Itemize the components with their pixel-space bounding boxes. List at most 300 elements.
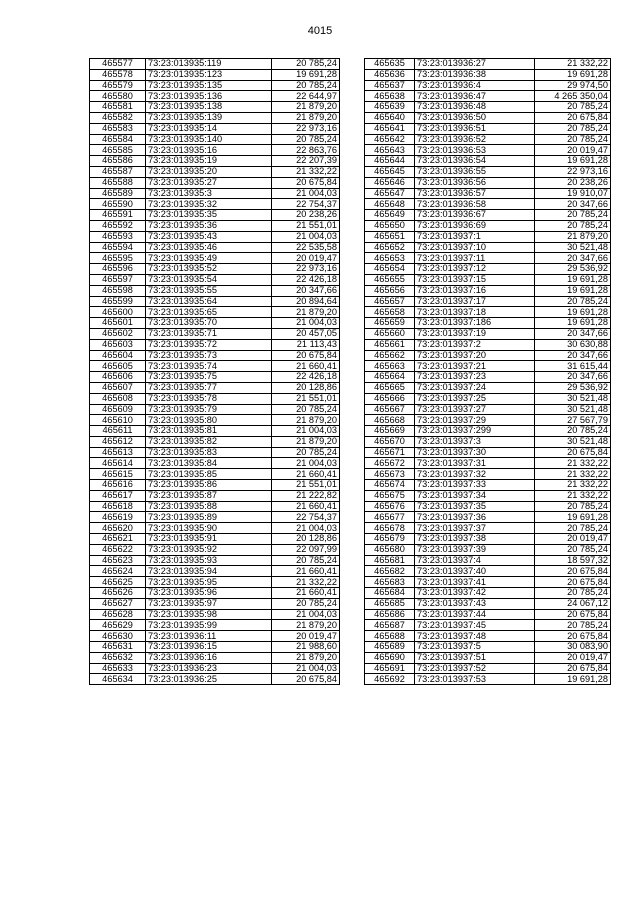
table-row [90,447,340,458]
table-row [365,566,611,577]
value-cell: 21 004,03 [272,426,340,437]
table-row [90,318,340,329]
record-number-cell: 465612 [90,436,146,447]
record-number-cell: 465685 [365,598,415,609]
table-row [365,588,611,599]
cadastral-number-cell: 73:23:013935:89 [146,512,272,523]
record-number-cell: 465681 [365,555,415,566]
value-cell: 21 879,20 [535,231,611,242]
table-row [90,652,340,663]
cadastral-number-cell: 73:23:013935:97 [146,598,272,609]
cadastral-number-cell: 73:23:013937:1 [415,231,535,242]
record-number-cell: 465647 [365,188,415,199]
value-cell: 21 879,20 [272,415,340,426]
value-cell: 20 785,24 [535,134,611,145]
record-number-cell: 465594 [90,242,146,253]
record-number-cell: 465578 [90,69,146,80]
record-number-cell: 465659 [365,318,415,329]
cadastral-number-cell: 73:23:013936:69 [415,220,535,231]
value-cell: 21 004,03 [272,188,340,199]
value-cell: 29 536,92 [535,382,611,393]
record-number-cell: 465605 [90,361,146,372]
record-number-cell: 465644 [365,156,415,167]
cadastral-number-cell: 73:23:013935:79 [146,404,272,415]
table-row [90,426,340,437]
value-cell: 24 067,12 [535,598,611,609]
cadastral-number-cell: 73:23:013935:20 [146,166,272,177]
record-number-cell: 465603 [90,339,146,350]
cadastral-number-cell: 73:23:013935:70 [146,318,272,329]
cadastral-number-cell: 73:23:013937:33 [415,480,535,491]
table-row [365,501,611,512]
record-number-cell: 465668 [365,415,415,426]
value-cell: 20 785,24 [535,523,611,534]
value-cell: 21 660,41 [272,361,340,372]
record-number-cell: 465638 [365,91,415,102]
table-row [90,501,340,512]
cadastral-number-cell: 73:23:013937:36 [415,512,535,523]
value-cell: 21 004,03 [272,523,340,534]
table-row [90,577,340,588]
cadastral-number-cell: 73:23:013936:67 [415,210,535,221]
table-row [90,328,340,339]
value-cell: 19 691,28 [535,318,611,329]
table-row [365,415,611,426]
value-cell: 21 660,41 [272,501,340,512]
value-cell: 31 615,44 [535,361,611,372]
cadastral-number-cell: 73:23:013937:19 [415,328,535,339]
table-row [90,458,340,469]
record-number-cell: 465636 [365,69,415,80]
value-cell: 21 004,03 [272,231,340,242]
record-number-cell: 465673 [365,469,415,480]
value-cell: 20 675,84 [535,631,611,642]
record-number-cell: 465679 [365,534,415,545]
cadastral-number-cell: 73:23:013936:38 [415,69,535,80]
cadastral-number-cell: 73:23:013937:16 [415,285,535,296]
cadastral-number-cell: 73:23:013936:16 [146,652,272,663]
record-number-cell: 465627 [90,598,146,609]
table-row [90,598,340,609]
value-cell: 20 785,24 [535,588,611,599]
record-number-cell: 465660 [365,328,415,339]
cadastral-number-cell: 73:23:013937:34 [415,490,535,501]
cadastral-number-cell: 73:23:013935:98 [146,609,272,620]
record-number-cell: 465601 [90,318,146,329]
table-row [365,372,611,383]
value-cell: 19 910,07 [535,188,611,199]
table-row [90,512,340,523]
value-cell: 20 785,24 [272,404,340,415]
table-row [90,469,340,480]
record-number-cell: 465584 [90,134,146,145]
value-cell: 22 973,16 [272,123,340,134]
cadastral-number-cell: 73:23:013937:25 [415,393,535,404]
cadastral-number-cell: 73:23:013935:86 [146,480,272,491]
record-number-cell: 465680 [365,544,415,555]
value-cell: 19 691,28 [535,307,611,318]
record-number-cell: 465675 [365,490,415,501]
record-number-cell: 465583 [90,123,146,134]
value-cell: 20 785,24 [535,123,611,134]
record-number-cell: 465588 [90,177,146,188]
table-row [365,91,611,102]
table-row [90,80,340,91]
table-row [365,534,611,545]
value-cell: 20 785,24 [272,598,340,609]
table-row [90,350,340,361]
record-number-cell: 465590 [90,199,146,210]
table-row [90,404,340,415]
table-row [90,544,340,555]
cadastral-number-cell: 73:23:013936:15 [146,642,272,653]
cadastral-number-cell: 73:23:013935:14 [146,123,272,134]
value-cell: 30 521,48 [535,393,611,404]
cadastral-number-cell: 73:23:013936:53 [415,145,535,156]
table-row [90,59,340,70]
record-number-cell: 465663 [365,361,415,372]
table-row [90,264,340,275]
record-number-cell: 465669 [365,426,415,437]
value-cell: 22 426,18 [272,274,340,285]
record-number-cell: 465654 [365,264,415,275]
value-cell: 21 332,22 [535,480,611,491]
register-table-left [89,58,340,685]
value-cell: 20 785,24 [272,59,340,70]
cadastral-number-cell: 73:23:013935:49 [146,253,272,264]
value-cell: 20 675,84 [272,350,340,361]
record-number-cell: 465630 [90,631,146,642]
table-row [90,220,340,231]
table-row [90,274,340,285]
value-cell: 20 238,26 [272,210,340,221]
record-number-cell: 465587 [90,166,146,177]
table-row [365,231,611,242]
cadastral-number-cell: 73:23:013937:3 [415,436,535,447]
table-row [365,264,611,275]
cadastral-number-cell: 73:23:013937:21 [415,361,535,372]
record-number-cell: 465677 [365,512,415,523]
cadastral-number-cell: 73:23:013936:54 [415,156,535,167]
record-number-cell: 465692 [365,674,415,685]
record-number-cell: 465682 [365,566,415,577]
value-cell: 21 004,03 [272,318,340,329]
value-cell: 19 691,28 [535,285,611,296]
cadastral-number-cell: 73:23:013937:40 [415,566,535,577]
value-cell: 27 567,79 [535,415,611,426]
record-number-cell: 465649 [365,210,415,221]
table-row [365,447,611,458]
table-row [90,631,340,642]
record-number-cell: 465598 [90,285,146,296]
cadastral-number-cell: 73:23:013935:99 [146,620,272,631]
cadastral-number-cell: 73:23:013936:57 [415,188,535,199]
cadastral-number-cell: 73:23:013935:80 [146,415,272,426]
table-row [90,307,340,318]
table-row [365,112,611,123]
record-number-cell: 465611 [90,426,146,437]
cadastral-number-cell: 73:23:013937:12 [415,264,535,275]
value-cell: 21 332,22 [272,577,340,588]
cadastral-number-cell: 73:23:013937:27 [415,404,535,415]
record-number-cell: 465639 [365,102,415,113]
cadastral-number-cell: 73:23:013935:94 [146,566,272,577]
cadastral-number-cell: 73:23:013935:43 [146,231,272,242]
record-number-cell: 465577 [90,59,146,70]
record-number-cell: 465621 [90,534,146,545]
record-number-cell: 465642 [365,134,415,145]
value-cell: 19 691,28 [272,69,340,80]
value-cell: 20 019,47 [535,534,611,545]
value-cell: 20 347,66 [535,199,611,210]
cadastral-number-cell: 73:23:013937:32 [415,469,535,480]
table-row [90,177,340,188]
cadastral-number-cell: 73:23:013937:11 [415,253,535,264]
record-number-cell: 465687 [365,620,415,631]
value-cell: 22 863,76 [272,145,340,156]
table-row [90,134,340,145]
record-number-cell: 465661 [365,339,415,350]
table-row [90,534,340,545]
table-row [90,296,340,307]
value-cell: 21 222,82 [272,490,340,501]
value-cell: 21 879,20 [272,307,340,318]
record-number-cell: 465585 [90,145,146,156]
record-number-cell: 465586 [90,156,146,167]
cadastral-number-cell: 73:23:013935:83 [146,447,272,458]
table-row [365,177,611,188]
value-cell: 20 019,47 [535,145,611,156]
table-row [365,469,611,480]
table-row [90,555,340,566]
cadastral-number-cell: 73:23:013937:43 [415,598,535,609]
value-cell: 18 597,32 [535,555,611,566]
value-cell: 20 785,24 [535,620,611,631]
cadastral-number-cell: 73:23:013935:27 [146,177,272,188]
cadastral-number-cell: 73:23:013935:135 [146,80,272,91]
value-cell: 19 691,28 [535,156,611,167]
record-number-cell: 465581 [90,102,146,113]
cadastral-number-cell: 73:23:013935:136 [146,91,272,102]
record-number-cell: 465656 [365,285,415,296]
record-number-cell: 465652 [365,242,415,253]
record-number-cell: 465593 [90,231,146,242]
value-cell: 20 785,24 [535,296,611,307]
table-row [90,415,340,426]
record-number-cell: 465633 [90,663,146,674]
cadastral-number-cell: 73:23:013935:52 [146,264,272,275]
table-row [90,642,340,653]
value-cell: 22 426,18 [272,372,340,383]
record-number-cell: 465655 [365,274,415,285]
table-row [90,490,340,501]
record-number-cell: 465622 [90,544,146,555]
value-cell: 30 521,48 [535,404,611,415]
table-row [90,674,340,685]
cadastral-number-cell: 73:23:013935:75 [146,372,272,383]
record-number-cell: 465615 [90,469,146,480]
table-row [365,361,611,372]
table-row [365,59,611,70]
value-cell: 20 894,64 [272,296,340,307]
record-number-cell: 465666 [365,393,415,404]
value-cell: 20 238,26 [535,177,611,188]
value-cell: 20 785,24 [535,102,611,113]
cadastral-number-cell: 73:23:013935:119 [146,59,272,70]
record-number-cell: 465602 [90,328,146,339]
cadastral-number-cell: 73:23:013935:19 [146,156,272,167]
table-row [90,199,340,210]
record-number-cell: 465645 [365,166,415,177]
record-number-cell: 465624 [90,566,146,577]
record-number-cell: 465635 [365,59,415,70]
record-number-cell: 465625 [90,577,146,588]
cadastral-number-cell: 73:23:013935:3 [146,188,272,199]
value-cell: 21 551,01 [272,480,340,491]
table-row [365,134,611,145]
cadastral-number-cell: 73:23:013936:11 [146,631,272,642]
value-cell: 30 630,88 [535,339,611,350]
value-cell: 20 675,84 [535,663,611,674]
value-cell: 21 004,03 [272,458,340,469]
record-number-cell: 465676 [365,501,415,512]
cadastral-number-cell: 73:23:013937:41 [415,577,535,588]
record-number-cell: 465618 [90,501,146,512]
cadastral-number-cell: 73:23:013935:65 [146,307,272,318]
table-row [90,609,340,620]
value-cell: 21 004,03 [272,663,340,674]
value-cell: 20 785,24 [535,210,611,221]
table-row [365,328,611,339]
record-number-cell: 465617 [90,490,146,501]
table-row [365,544,611,555]
value-cell: 22 207,39 [272,156,340,167]
cadastral-number-cell: 73:23:013935:85 [146,469,272,480]
cadastral-number-cell: 73:23:013936:23 [146,663,272,674]
value-cell: 22 535,58 [272,242,340,253]
value-cell: 30 521,48 [535,436,611,447]
table-row [90,285,340,296]
table-row [365,156,611,167]
value-cell: 21 332,22 [535,490,611,501]
record-number-cell: 465653 [365,253,415,264]
value-cell: 22 644,97 [272,91,340,102]
record-number-cell: 465608 [90,393,146,404]
record-number-cell: 465664 [365,372,415,383]
value-cell: 21 551,01 [272,393,340,404]
record-number-cell: 465591 [90,210,146,221]
record-number-cell: 465665 [365,382,415,393]
table-row [365,436,611,447]
record-number-cell: 465599 [90,296,146,307]
cadastral-number-cell: 73:23:013935:73 [146,350,272,361]
cadastral-number-cell: 73:23:013937:4 [415,555,535,566]
value-cell: 20 019,47 [272,253,340,264]
table-row [365,512,611,523]
record-number-cell: 465686 [365,609,415,620]
value-cell: 29 974,50 [535,80,611,91]
table-row [365,642,611,653]
table-row [365,426,611,437]
value-cell: 20 347,66 [535,372,611,383]
table-row [365,674,611,685]
value-cell: 20 347,66 [272,285,340,296]
table-row [90,480,340,491]
value-cell: 19 691,28 [535,69,611,80]
record-number-cell: 465634 [90,674,146,685]
table-row [365,123,611,134]
value-cell: 20 785,24 [272,80,340,91]
record-number-cell: 465623 [90,555,146,566]
record-number-cell: 465597 [90,274,146,285]
record-number-cell: 465689 [365,642,415,653]
table-row [365,199,611,210]
cadastral-number-cell: 73:23:013935:72 [146,339,272,350]
record-number-cell: 465628 [90,609,146,620]
table-row [365,350,611,361]
cadastral-number-cell: 73:23:013937:53 [415,674,535,685]
value-cell: 20 347,66 [535,350,611,361]
cadastral-number-cell: 73:23:013935:55 [146,285,272,296]
cadastral-number-cell: 73:23:013935:54 [146,274,272,285]
value-cell: 21 332,22 [272,166,340,177]
table-row [365,102,611,113]
table-row [365,663,611,674]
record-number-cell: 465643 [365,145,415,156]
table-row [90,166,340,177]
table-row [365,166,611,177]
table-row [365,577,611,588]
table-row [365,458,611,469]
value-cell: 19 691,28 [535,674,611,685]
page-number: 4015 [307,25,333,37]
record-number-cell: 465671 [365,447,415,458]
record-number-cell: 465619 [90,512,146,523]
table-row [365,555,611,566]
record-number-cell: 465648 [365,199,415,210]
value-cell: 22 754,37 [272,199,340,210]
value-cell: 21 660,41 [272,566,340,577]
value-cell: 20 457,05 [272,328,340,339]
value-cell: 20 019,47 [272,631,340,642]
cadastral-number-cell: 73:23:013937:44 [415,609,535,620]
value-cell: 20 675,84 [272,177,340,188]
table-row [90,382,340,393]
value-cell: 20 347,66 [535,253,611,264]
value-cell: 20 785,24 [272,447,340,458]
cadastral-number-cell: 73:23:013937:39 [415,544,535,555]
cadastral-number-cell: 73:23:013937:45 [415,620,535,631]
value-cell: 22 754,37 [272,512,340,523]
record-number-cell: 465670 [365,436,415,447]
value-cell: 21 332,22 [535,59,611,70]
table-row [90,210,340,221]
value-cell: 20 785,24 [535,220,611,231]
record-number-cell: 465596 [90,264,146,275]
table-row [90,242,340,253]
cadastral-number-cell: 73:23:013936:47 [415,91,535,102]
cadastral-number-cell: 73:23:013937:29 [415,415,535,426]
value-cell: 21 879,20 [272,102,340,113]
cadastral-number-cell: 73:23:013935:92 [146,544,272,555]
cadastral-number-cell: 73:23:013935:87 [146,490,272,501]
cadastral-number-cell: 73:23:013937:35 [415,501,535,512]
value-cell: 19 691,28 [535,512,611,523]
cadastral-number-cell: 73:23:013935:36 [146,220,272,231]
table-row [90,339,340,350]
cadastral-number-cell: 73:23:013935:32 [146,199,272,210]
value-cell: 29 536,92 [535,264,611,275]
